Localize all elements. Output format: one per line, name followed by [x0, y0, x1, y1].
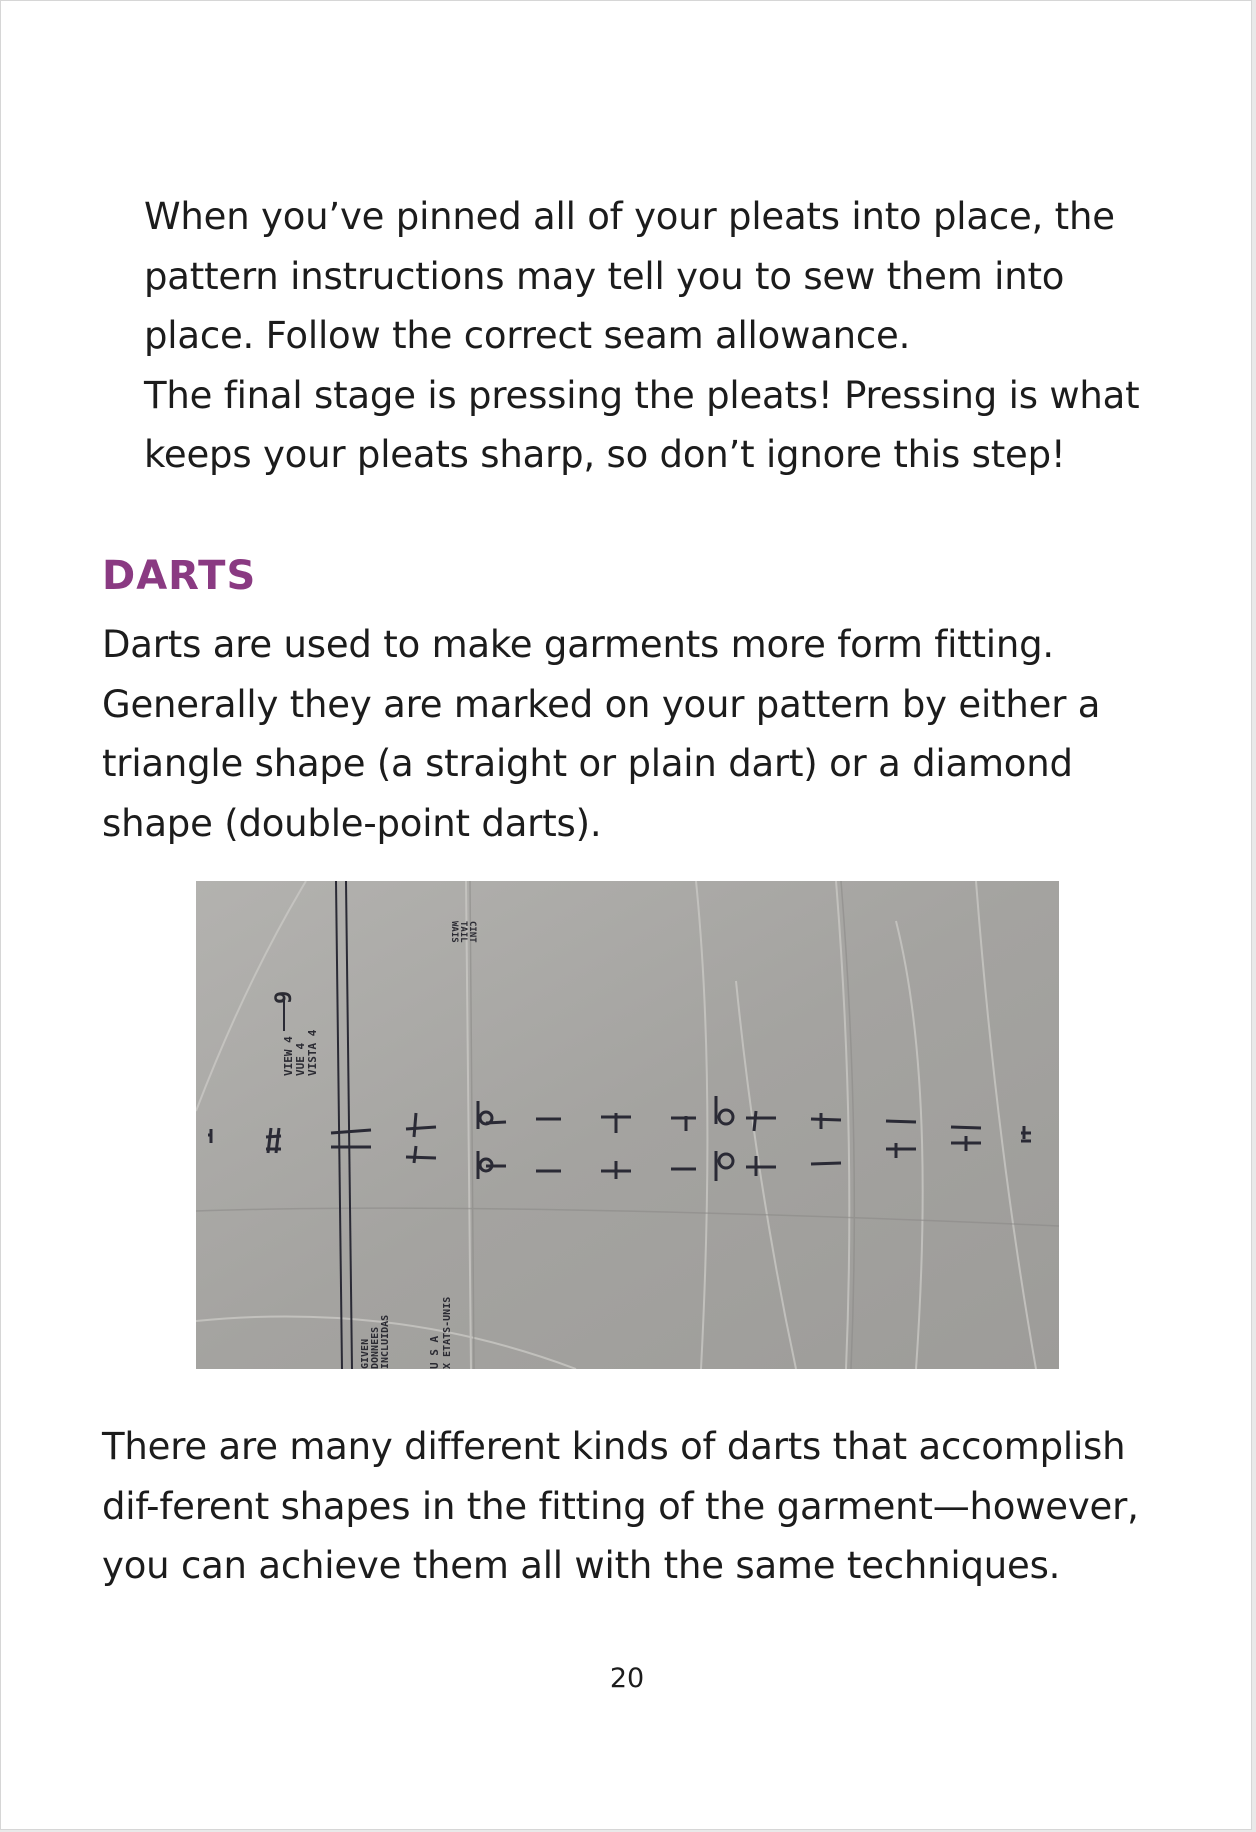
waist-labels — [449, 921, 477, 943]
dart-pattern-photo — [196, 881, 1059, 1369]
view-label-fr: VUE 4 — [294, 1042, 307, 1076]
seam-label-es: INCLUIDAS — [380, 1314, 391, 1369]
view-label-en: VIEW 4 — [282, 1036, 295, 1076]
view-label-es: VISTA 4 — [306, 1029, 319, 1076]
waist-label-es: CINT — [467, 921, 477, 943]
pleats-paragraph-press: The final stage is pressing the pleats! Pressing is what keeps your pleats sharp, so don’t ignore this step! — [144, 373, 1140, 476]
view-number: 9 — [272, 990, 297, 1004]
seam-label-en: GIVEN — [360, 1338, 371, 1369]
pleats-paragraph-sew: When you’ve pinned all of your pleats into place, the pattern instructions may tell you to sew them into place. Follow the correct seam allowance. — [144, 195, 1115, 357]
waist-label-en: WAIS — [449, 921, 459, 943]
waist-label-fr: TAIL — [458, 921, 468, 943]
darts-intro-paragraph: Darts are used to make garments more form fitting. Generally they are marked on your pattern by either a triangle shape (a straight or plain dart) or a diamond shape (double-point darts). — [102, 623, 1101, 845]
tissue-paper — [196, 881, 1059, 1369]
seam-label-fr: DONNEES — [370, 1326, 381, 1369]
country-label-fr: X ETATS-UNIS — [442, 1296, 453, 1369]
country-label-usa: U S A — [428, 1335, 441, 1369]
pleats-instructions — [144, 187, 1144, 485]
pattern-paper-illustration — [196, 881, 1059, 1369]
darts-heading: DARTS — [102, 553, 257, 599]
darts-closing-paragraph: There are many different kinds of darts that accomplish dif-ferent shapes in the fitting of the garment—however, you can achieve them all with the same techniques. — [102, 1425, 1139, 1587]
page-number: 20 — [609, 1663, 645, 1694]
